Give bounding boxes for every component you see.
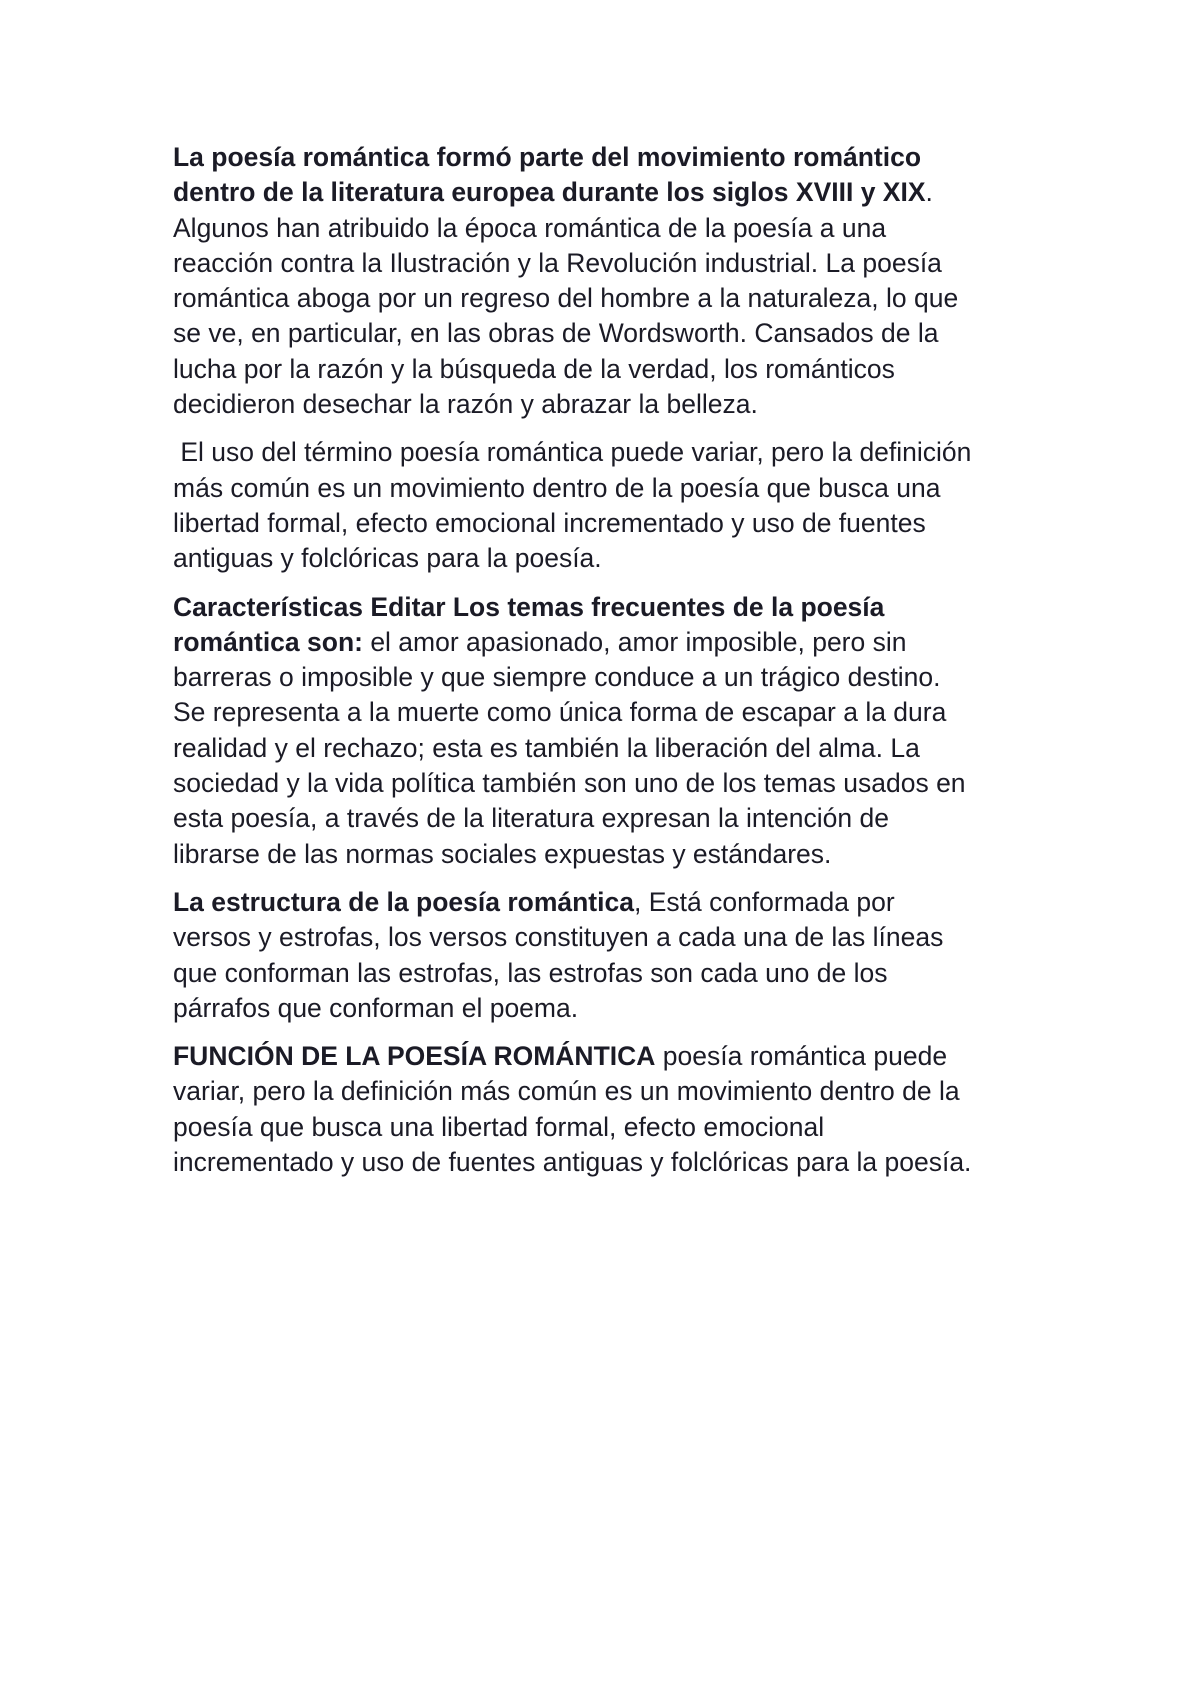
body-text: que conforman las estrofas, las estrofas son cada uno de los (173, 957, 888, 988)
body-text: lucha por la razón y la búsqueda de la verdad, los románticos (173, 353, 895, 384)
body-text: barreras o imposible y que siempre conduce a un trágico destino. (173, 662, 941, 693)
body-text: reacción contra la Ilustración y la Revolución industrial. La poesía (173, 247, 942, 278)
body-text: el amor apasionado, amor imposible, pero sin (362, 626, 907, 657)
text-line (173, 140, 1053, 175)
body-text: antiguas y folclóricas para la poesía. (173, 543, 602, 574)
body-text: El uso del término poesía romántica puede variar, pero la definición (173, 437, 972, 468)
text-line (173, 211, 1053, 246)
text-line (173, 316, 1053, 351)
body-text: libertad formal, efecto emocional incrementado y uso de fuentes (173, 507, 926, 538)
body-text: , Está conformada por (633, 886, 895, 917)
text-line (173, 435, 1053, 470)
text-line (173, 991, 1053, 1026)
body-text: decidieron desechar la razón y abrazar la belleza. (173, 389, 758, 420)
text-line (173, 471, 1053, 506)
text-line (173, 885, 1053, 920)
text-line (173, 766, 1053, 801)
body-text: esta poesía, a través de la literatura expresan la intención de (173, 803, 889, 834)
paragraph-intro (173, 140, 1053, 422)
paragraph-definition (173, 435, 1053, 576)
body-text: sociedad y la vida política también son uno de los temas usados en (173, 768, 966, 799)
text-line (173, 801, 1053, 836)
body-text: Algunos han atribuido la época romántica de la poesía a una (173, 212, 887, 243)
bold-text: dentro de la literatura europea durante los siglos XVIII y XIX (173, 177, 926, 208)
bold-text: romántica son: (173, 626, 363, 657)
body-text: variar, pero la definición más común es un movimiento dentro de la (173, 1076, 960, 1107)
paragraph-structure (173, 885, 1053, 1026)
body-text: librarse de las normas sociales expuestas y estándares. (173, 838, 832, 869)
bold-text: Características Editar Los temas frecuentes de la poesía (173, 591, 885, 622)
body-text: realidad y el rechazo; esta es también la liberación del alma. La (173, 732, 920, 763)
bold-text: FUNCIÓN DE LA POESÍA ROMÁNTICA (173, 1041, 656, 1072)
text-line (173, 506, 1053, 541)
text-line (173, 920, 1053, 955)
body-text: . (925, 177, 933, 208)
body-text: incrementado y uso de fuentes antiguas y folclóricas para la poesía. (173, 1147, 972, 1178)
text-line (173, 541, 1053, 576)
text-line (173, 956, 1053, 991)
text-line (173, 246, 1053, 281)
text-line (173, 731, 1053, 766)
text-line (173, 695, 1053, 730)
text-line (173, 1039, 1053, 1074)
body-text: párrafos que conforman el poema. (173, 992, 579, 1023)
document-page (173, 140, 1053, 1193)
bold-text: La estructura de la poesía romántica (173, 886, 634, 917)
text-line (173, 387, 1053, 422)
body-text: más común es un movimiento dentro de la poesía que busca una (173, 472, 941, 503)
text-line (173, 352, 1053, 387)
text-line (173, 1110, 1053, 1145)
text-line (173, 625, 1053, 660)
text-line (173, 590, 1053, 625)
bold-text: La poesía romántica formó parte del movimiento romántico (173, 142, 922, 172)
body-text: versos y estrofas, los versos constituyen a cada una de las líneas (173, 922, 944, 953)
text-line (173, 1145, 1053, 1180)
body-text: se ve, en particular, en las obras de Wordsworth. Cansados de la (173, 318, 939, 349)
body-text: poesía que busca una libertad formal, efecto emocional (173, 1111, 825, 1142)
text-line (173, 281, 1053, 316)
paragraph-characteristics (173, 590, 1053, 872)
body-text: Se representa a la muerte como única forma de escapar a la dura (173, 697, 947, 728)
text-line (173, 1074, 1053, 1109)
text-line (173, 837, 1053, 872)
text-line (173, 660, 1053, 695)
text-line (173, 175, 1053, 210)
body-text: poesía romántica puede (655, 1041, 948, 1072)
body-text: romántica aboga por un regreso del hombre a la naturaleza, lo que (173, 283, 959, 314)
paragraph-function (173, 1039, 1053, 1180)
